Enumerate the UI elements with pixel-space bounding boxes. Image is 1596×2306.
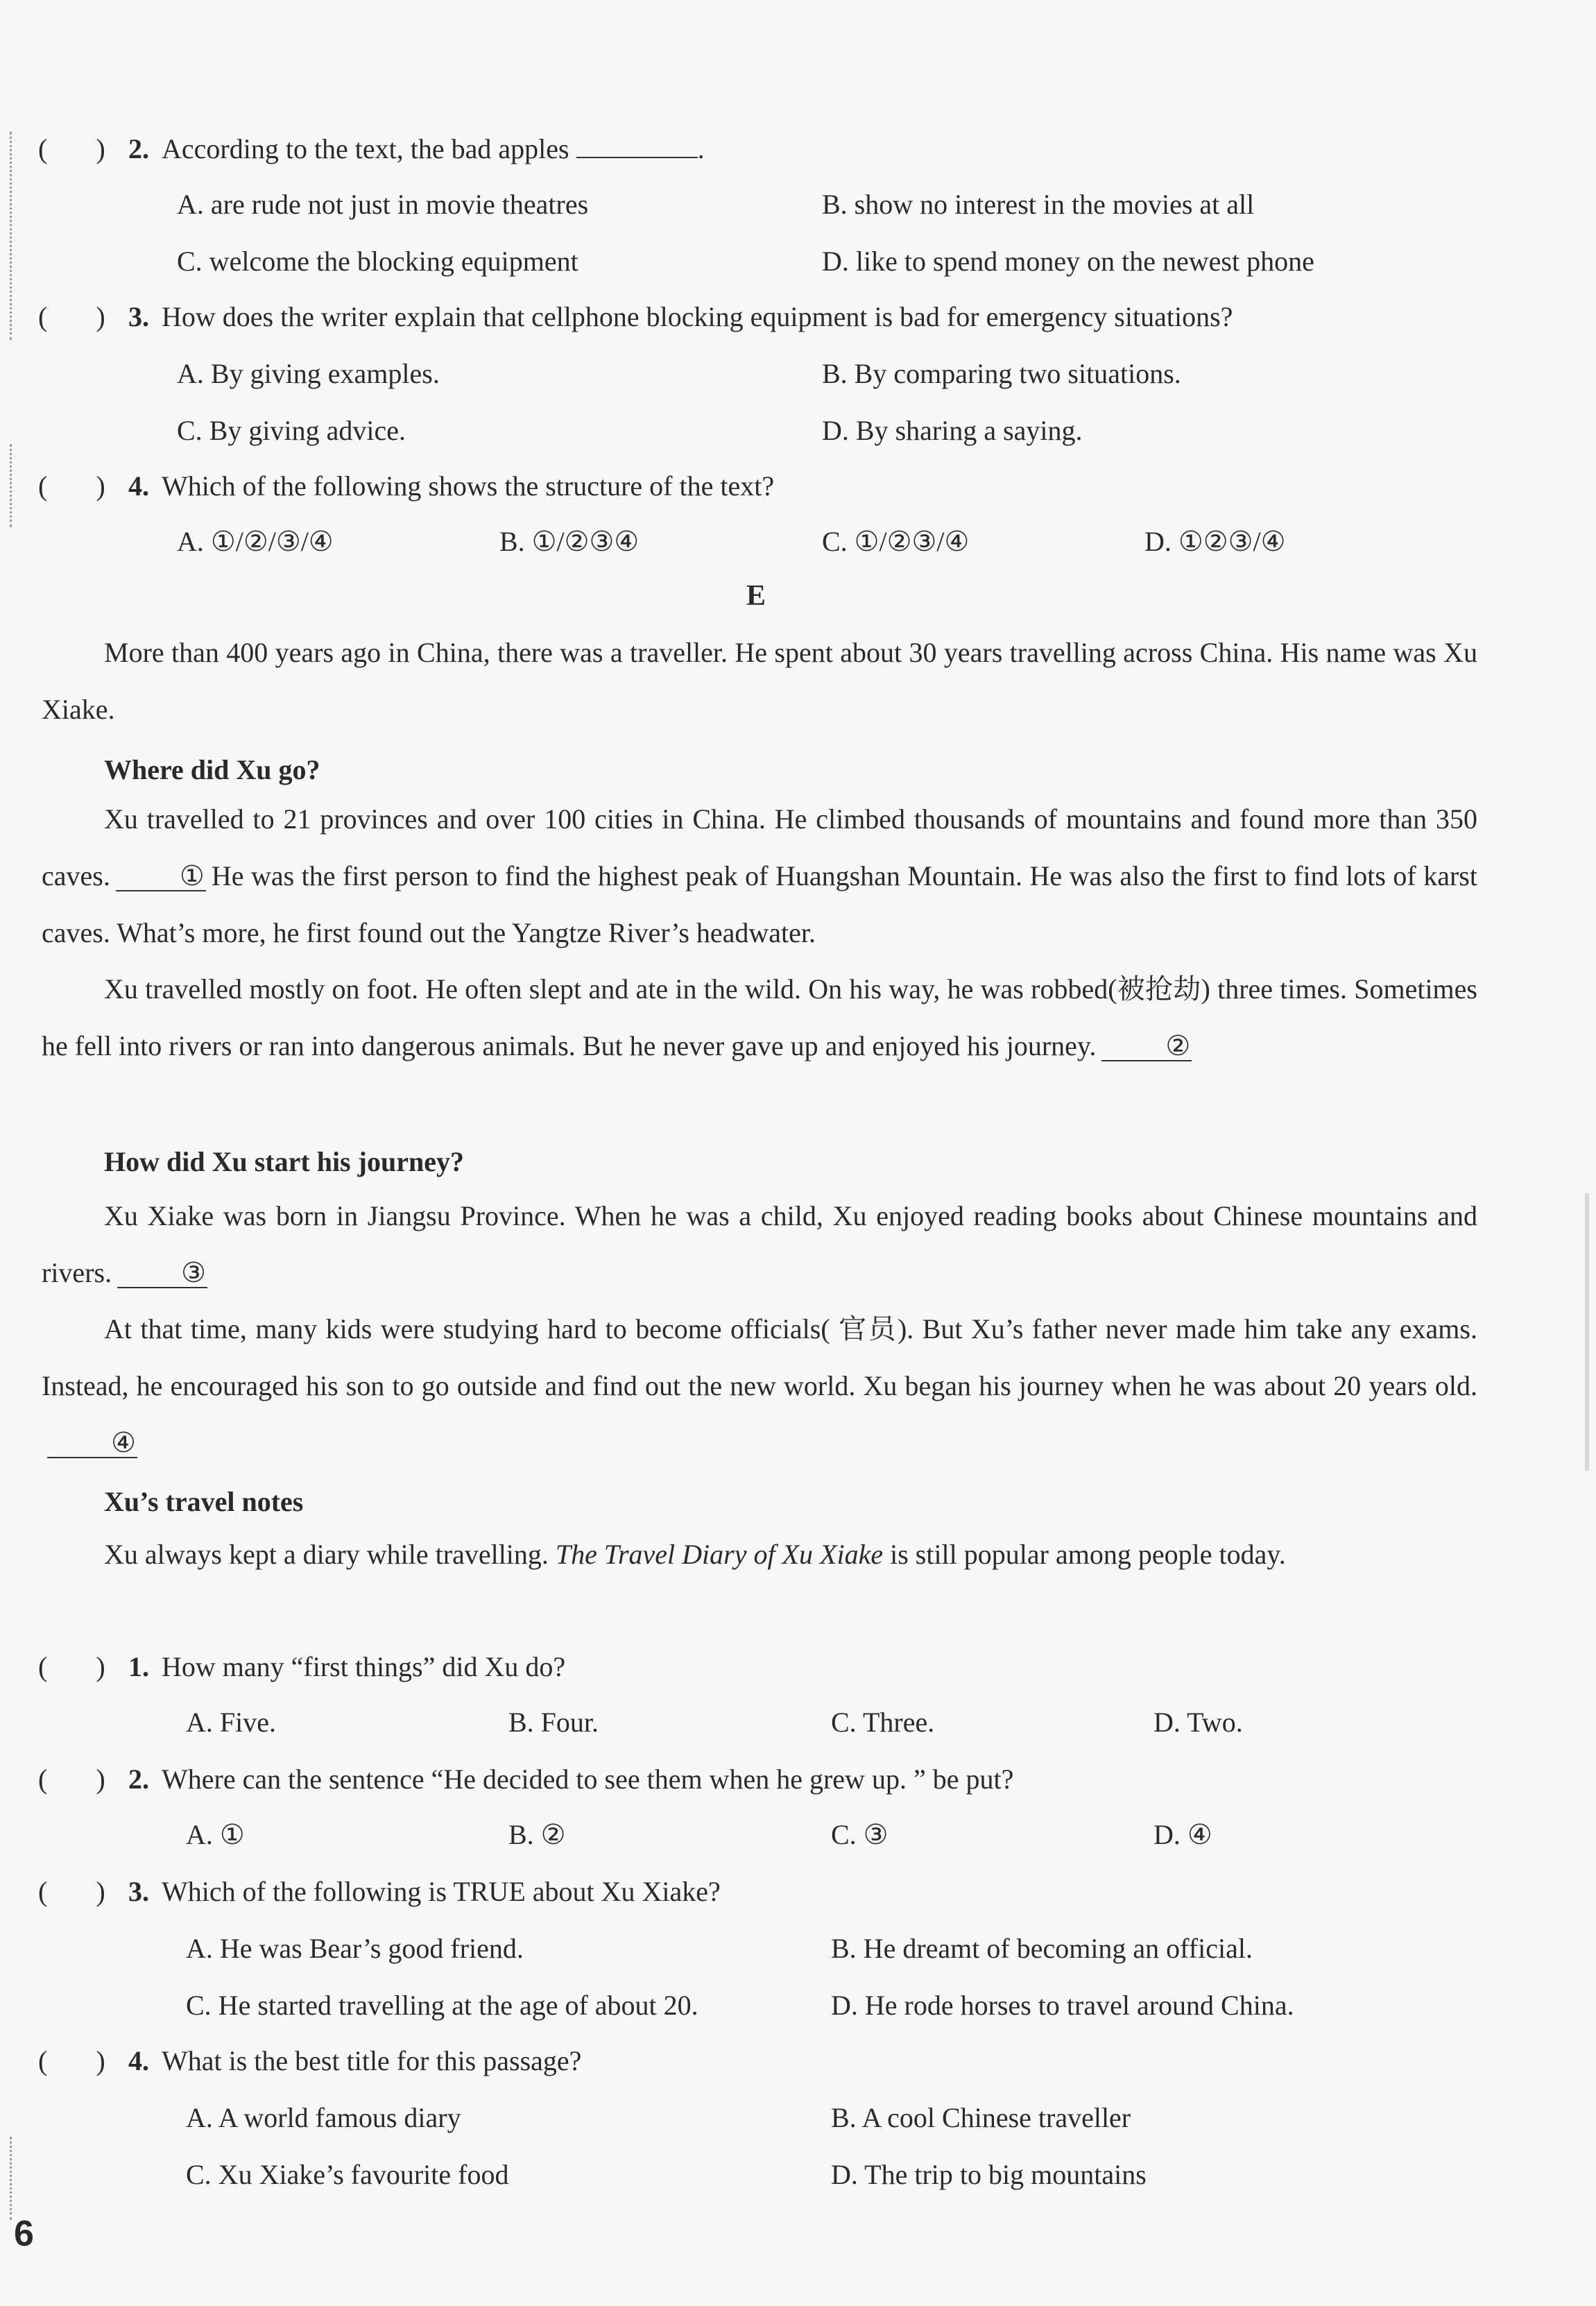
gap-blank-2[interactable]: ②: [1101, 1032, 1192, 1061]
subheading: Where did Xu go?: [104, 754, 320, 785]
option-e1-b[interactable]: B. Four.: [508, 1707, 599, 1738]
option-e1-a[interactable]: A. Five.: [186, 1707, 276, 1738]
option-d2-b[interactable]: B. show no interest in the movies at all: [822, 189, 1255, 220]
book-title: The Travel Diary of Xu Xiake: [555, 1539, 884, 1570]
question-d3: ( ) 3. How does the writer explain that cellphone blocking equipment is bad for emergency situations?: [38, 300, 1233, 334]
gap-blank-1[interactable]: ①: [116, 862, 206, 891]
option-d4-b[interactable]: B. ①/②③④: [499, 526, 640, 557]
option-e4-b[interactable]: B. A cool Chinese traveller: [831, 2102, 1131, 2133]
question-e4: ( ) 4. What is the best title for this passage?: [38, 2044, 581, 2078]
question-d2: ( ) 2. According to the text, the bad apples .: [38, 132, 705, 166]
answer-bracket[interactable]: ( ): [38, 470, 105, 502]
option-e2-c[interactable]: C. ③: [831, 1819, 889, 1850]
paragraph: Xu always kept a diary while travelling. The Travel Diary of Xu Xiake is still popular among people today.: [104, 1539, 1286, 1570]
question-e2: ( ) 2. Where can the sentence “He decided to see them when he grew up. ” be put?: [38, 1762, 1013, 1797]
answer-bracket[interactable]: ( ): [38, 1763, 105, 1795]
option-d3-b[interactable]: B. By comparing two situations.: [822, 358, 1181, 389]
margin-dotted-line: [10, 2137, 12, 2220]
option-e1-c[interactable]: C. Three.: [831, 1707, 935, 1738]
option-d3-d[interactable]: D. By sharing a saying.: [822, 415, 1083, 446]
answer-bracket[interactable]: ( ): [38, 301, 105, 332]
option-e1-d[interactable]: D. Two.: [1153, 1707, 1243, 1738]
option-d4-a[interactable]: A. ①/②/③/④: [177, 526, 334, 557]
option-e4-a[interactable]: A. A world famous diary: [186, 2102, 461, 2133]
option-e3-b[interactable]: B. He dreamt of becoming an official.: [831, 1933, 1253, 1964]
option-e2-d[interactable]: D. ④: [1153, 1819, 1212, 1850]
paragraph: Xu Xiake was born in Jiangsu Province. When he was a child, Xu enjoyed reading books about Chinese mountains and rivers. ③: [42, 1200, 1477, 1288]
section-heading-e: E: [746, 580, 766, 612]
paragraph: Xu travelled to 21 provinces and over 100 cities in China. He climbed thousands of mountains and found more than 350 caves. ① He was the first person to find the highest peak of Huangshan Mountain. He was also the first to find lots of karst caves. What’s more, he first found out the Yangtze River’s headwater.: [42, 803, 1477, 948]
option-e4-d[interactable]: D. The trip to big mountains: [831, 2159, 1147, 2190]
answer-bracket[interactable]: ( ): [38, 2045, 105, 2076]
option-e3-c[interactable]: C. He started travelling at the age of about 20.: [186, 1990, 698, 2021]
option-e3-d[interactable]: D. He rode horses to travel around China.: [831, 1990, 1294, 2021]
margin-dotted-line: [10, 444, 12, 527]
option-d2-a[interactable]: A. are rude not just in movie theatres: [177, 189, 589, 220]
subheading: Xu’s travel notes: [104, 1486, 304, 1517]
gap-blank-4[interactable]: ④: [47, 1429, 137, 1458]
fill-blank[interactable]: [576, 133, 698, 158]
question-e1: ( ) 1. How many “first things” did Xu do?: [38, 1650, 565, 1684]
question-e3: ( ) 3. Which of the following is TRUE about Xu Xiake?: [38, 1874, 721, 1909]
subheading: How did Xu start his journey?: [104, 1146, 464, 1177]
question-d4: ( ) 4. Which of the following shows the structure of the text?: [38, 469, 774, 504]
option-e2-b[interactable]: B. ②: [508, 1819, 566, 1850]
page-edge-shadow: [1585, 1193, 1589, 1471]
option-d4-c[interactable]: C. ①/②③/④: [822, 526, 970, 557]
paragraph: At that time, many kids were studying hard to become officials( 官员). But Xu’s father never made him take any exams. Instead, he encouraged his son to go outside and find out the new world. Xu began his journey when he was about 20 years old.④: [42, 1313, 1477, 1458]
option-e3-a[interactable]: A. He was Bear’s good friend.: [186, 1933, 524, 1964]
option-d2-c[interactable]: C. welcome the blocking equipment: [177, 246, 578, 277]
option-e4-c[interactable]: C. Xu Xiake’s favourite food: [186, 2159, 509, 2190]
option-d3-c[interactable]: C. By giving advice.: [177, 415, 406, 446]
option-e2-a[interactable]: A. ①: [186, 1819, 245, 1850]
answer-bracket[interactable]: ( ): [38, 1876, 105, 1907]
paragraph: Xu travelled mostly on foot. He often slept and ate in the wild. On his way, he was robbed(被抢劫) three times. Sometimes he fell into rivers or ran into dangerous animals. But he never gave up and enjoyed his journey. ②: [42, 973, 1477, 1061]
option-d4-d[interactable]: D. ①②③/④: [1144, 526, 1286, 557]
margin-dotted-line: [10, 132, 12, 340]
option-d2-d[interactable]: D. like to spend money on the newest phone: [822, 246, 1314, 277]
page-number: 6: [14, 2214, 34, 2254]
paragraph: More than 400 years ago in China, there was a traveller. He spent about 30 years travelling across China. His name was Xu Xiake.: [42, 637, 1477, 725]
answer-bracket[interactable]: ( ): [38, 133, 105, 164]
option-d3-a[interactable]: A. By giving examples.: [177, 358, 440, 389]
gap-blank-3[interactable]: ③: [117, 1259, 207, 1288]
answer-bracket[interactable]: ( ): [38, 1651, 105, 1682]
